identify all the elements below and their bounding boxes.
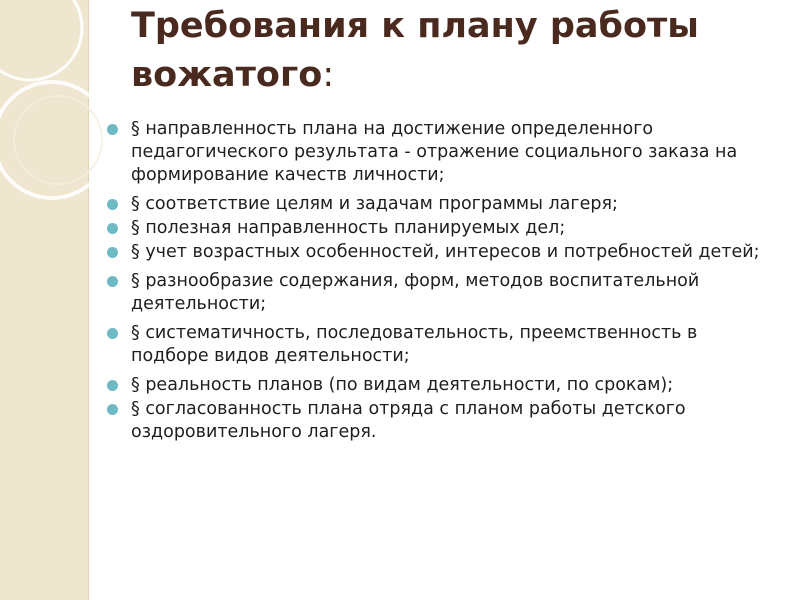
list-item-text: § систематичность, последовательность, преемственность в подборе видов деятельности;: [131, 323, 698, 366]
list-item: [107, 193, 767, 216]
bullet-dot-icon: [107, 124, 118, 135]
bullet-dot-icon: [107, 247, 118, 258]
list-item-text: § направленность плана на достижение определенного педагогического результата - отражение социального заказа на формирование качеств личности;: [131, 119, 738, 185]
bullet-dot-icon: [107, 276, 118, 287]
list-item: [107, 270, 767, 316]
list-item-text: § реальность планов (по видам деятельности, по срокам);: [131, 375, 674, 395]
bullet-dot-icon: [107, 328, 118, 339]
list-item-text: § согласованность плана отряда с планом работы детского оздоровительного лагеря.: [131, 399, 686, 442]
requirements-list: [107, 118, 767, 450]
slide-title-text: Требования к плану работы вожатого: [131, 6, 699, 95]
list-item: [107, 217, 767, 240]
list-item-text: § соответствие целям и задачам программы лагеря;: [131, 194, 618, 214]
slide-title-colon: :: [322, 55, 335, 95]
circle-ornament-icon: [0, 0, 120, 600]
bullet-dot-icon: [107, 404, 118, 415]
bullet-dot-icon: [107, 380, 118, 391]
bullet-dot-icon: [107, 223, 118, 234]
list-item-text: § разнообразие содержания, форм, методов воспитательной деятельности;: [131, 271, 700, 314]
bullet-dot-icon: [107, 199, 118, 210]
decorative-circles: [0, 0, 120, 600]
list-item-text: § полезная направленность планируемых дел;: [131, 218, 566, 238]
list-item: [107, 118, 767, 187]
list-item: [107, 241, 767, 264]
list-item: [107, 374, 767, 397]
list-item: [107, 398, 767, 444]
slide-title: [131, 2, 751, 100]
list-item: [107, 322, 767, 368]
list-item-text: § учет возрастных особенностей, интересов и потребностей детей;: [131, 242, 760, 262]
